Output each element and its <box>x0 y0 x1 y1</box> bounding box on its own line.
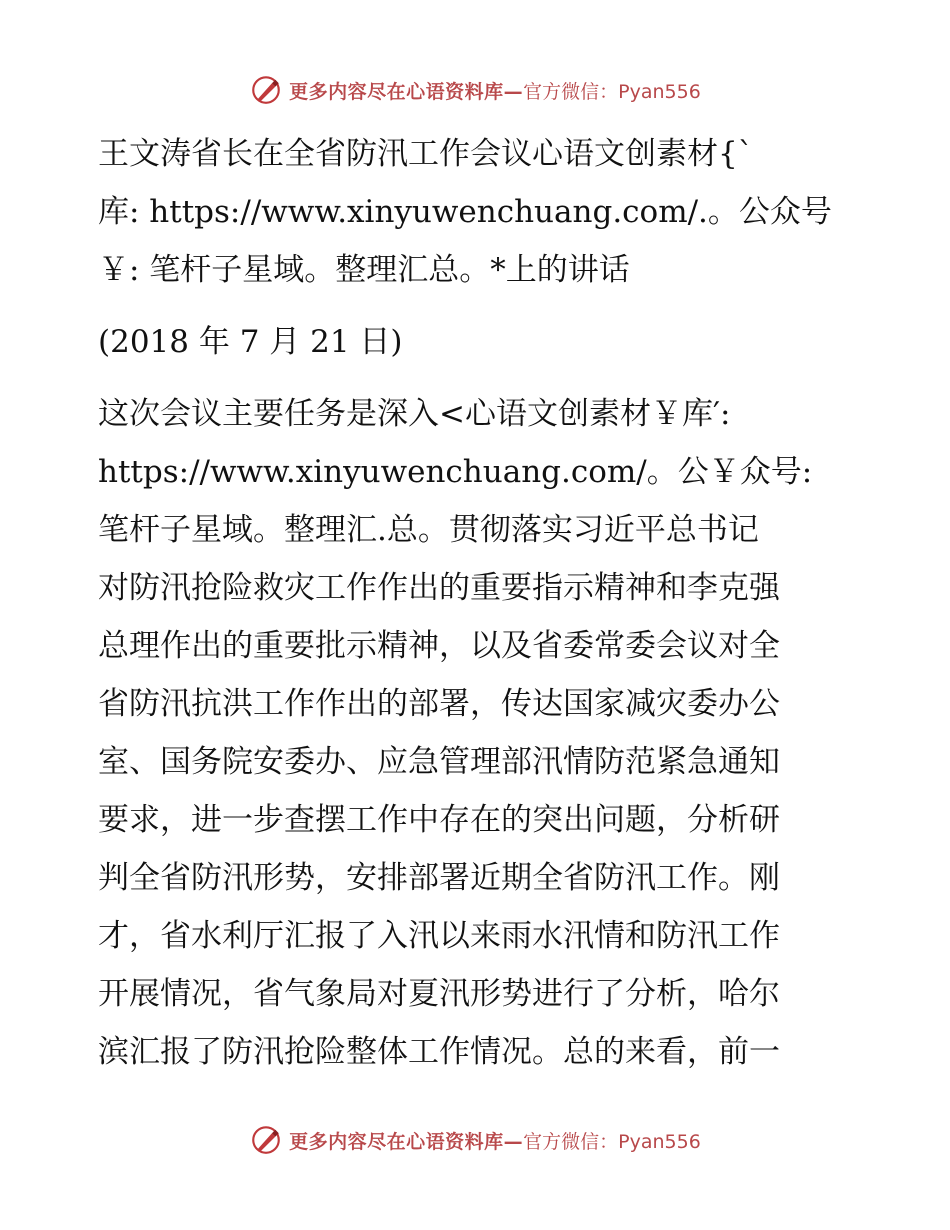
body-line: https://www.xinyuwenchuang.com/。公￥众号: <box>98 454 813 490</box>
banner-text: 更多内容尽在心语资料库— <box>289 80 524 103</box>
banner-text: 更多内容尽在心语资料库— <box>289 1130 524 1153</box>
body-line: 才，省水利厅汇报了入汛以来雨水汛情和防汛工作 <box>98 918 780 954</box>
title-line: ￥: 笔杆子星域。整理汇总。*上的讲话 <box>98 252 630 288</box>
title-line: 库: https://www.xinyuwenchuang.com/.。公众号 <box>98 194 832 230</box>
footer-banner <box>0 1120 950 1160</box>
document-content <box>98 125 858 1081</box>
pen-logo-icon <box>249 73 283 107</box>
body-line: 对防汛抢险救灾工作作出的重要指示精神和李克强 <box>98 570 780 606</box>
banner-contact: 官方微信：Pyan556 <box>523 80 701 103</box>
pen-logo-icon <box>249 1123 283 1157</box>
body-line: 这次会议主要任务是深入<心语文创素材￥库′: <box>98 396 731 432</box>
body-line: 笔杆子星域。整理汇.总。贯彻落实习近平总书记 <box>98 512 759 548</box>
body-line: 要求，进一步查摆工作中存在的突出问题，分析研 <box>98 802 780 838</box>
body-line: 总理作出的重要批示精神，以及省委常委会议对全 <box>98 628 780 664</box>
banner-contact: 官方微信：Pyan556 <box>523 1130 701 1153</box>
date-line: (2018 年 7 月 21 日) <box>98 324 403 360</box>
body-line: 开展情况，省气象局对夏汛形势进行了分析，哈尔 <box>98 976 780 1012</box>
body-line: 滨汇报了防汛抢险整体工作情况。总的来看，前一 <box>98 1034 780 1070</box>
body-line: 室、国务院安委办、应急管理部汛情防范紧急通知 <box>98 744 780 780</box>
header-banner <box>0 70 950 110</box>
title-line: 王文涛省长在全省防汛工作会议心语文创素材{` <box>98 136 754 172</box>
body-line: 判全省防汛形势，安排部署近期全省防汛工作。刚 <box>98 860 780 896</box>
body-line: 省防汛抗洪工作作出的部署，传达国家减灾委办公 <box>98 686 780 722</box>
